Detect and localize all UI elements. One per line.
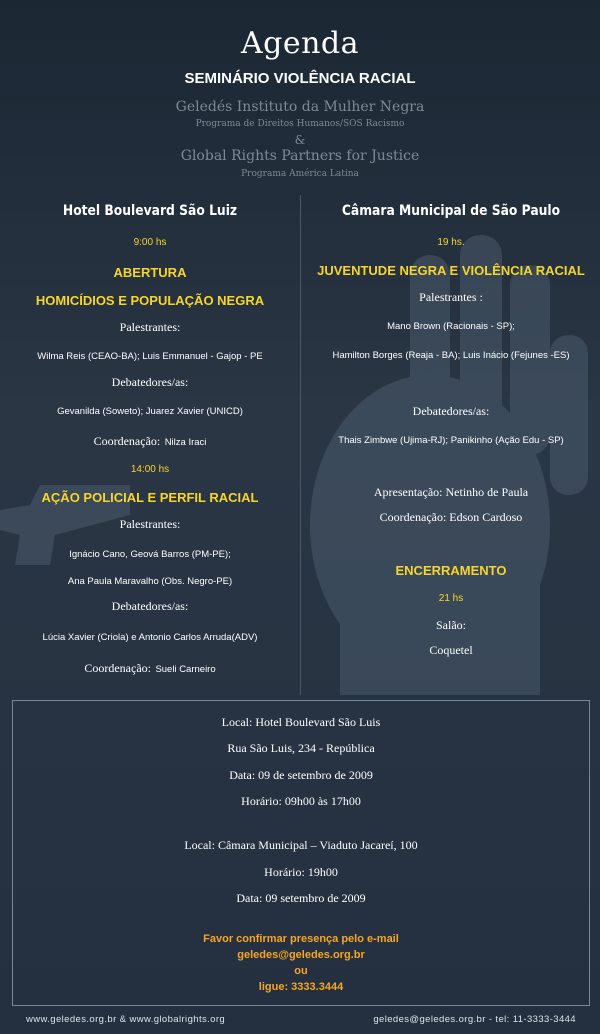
speakers-list: Ignácio Cano, Geová Barros (PM-PE); bbox=[69, 549, 231, 560]
venue-title: Câmara Municipal de São Paulo bbox=[341, 203, 561, 219]
column-divider bbox=[300, 195, 301, 695]
info-hours: Horário: 09h00 às 17h00 bbox=[241, 794, 361, 808]
coordination-label: Coordenação: bbox=[84, 661, 151, 675]
info-location-camara: Local: Câmara Municipal – Viaduto Jacareí, 100 bbox=[184, 838, 418, 852]
debaters-list: Gevanilda (Soweto); Juarez Xavier (UNICD) bbox=[57, 406, 243, 417]
speakers-list: Wilma Reis (CEAO-BA); Luis Emmanuel - Gajop - PE bbox=[37, 351, 263, 362]
coordination-label: Coordenação: bbox=[93, 434, 161, 448]
session-police-title: AÇÃO POLICIAL E PERFIL RACIAL bbox=[41, 490, 259, 505]
evening-time: 19 hs. bbox=[437, 237, 465, 248]
debaters-label: Debatedores/as: bbox=[412, 404, 490, 418]
coordinator-name: Sueli Carneiro bbox=[155, 664, 216, 675]
session-homicides-title: HOMICÍDIOS E POPULAÇÃO NEGRA bbox=[35, 293, 265, 308]
ampersand: & bbox=[294, 133, 306, 147]
speakers-label: Palestrantes: bbox=[119, 320, 181, 334]
speakers-list: Hamilton Borges (Reaja - BA); Luis Inácio (Fejunes -ES) bbox=[332, 350, 570, 361]
rsvp-email-link[interactable]: geledes@geledes.org.br bbox=[237, 949, 365, 961]
coordination-line bbox=[0, 659, 300, 677]
opening-heading: ABERTURA bbox=[113, 265, 187, 280]
rsvp-or: ou bbox=[294, 965, 308, 977]
coordination-line bbox=[0, 432, 300, 450]
debaters-list: Lúcia Xavier (Criola) e Antonio Carlos Arruda(ADV) bbox=[42, 632, 258, 643]
info-address: Rua São Luis, 234 - República bbox=[227, 741, 375, 755]
speakers-list: Mano Brown (Racionais - SP); bbox=[387, 321, 515, 332]
organizer-geledes: Geledés Instituto da Mulher Negra bbox=[175, 99, 425, 115]
page-title: Agenda bbox=[240, 26, 360, 61]
hall-label: Salão: bbox=[436, 618, 466, 632]
afternoon-time: 14:00 hs bbox=[130, 464, 170, 475]
info-location-hotel: Local: Hotel Boulevard São Luis bbox=[221, 715, 381, 729]
cocktail-label: Coquetel bbox=[429, 643, 473, 657]
right-column-camara bbox=[302, 195, 600, 695]
rsvp-phone: ligue: 3333.3444 bbox=[258, 981, 344, 993]
closing-time: 21 hs bbox=[438, 593, 464, 604]
speakers-list: Ana Paula Maravalho (Obs. Negro-PE) bbox=[67, 576, 233, 587]
debaters-list: Thais Zimbwe (Ujima-RJ); Panikinho (Ação Edu - SP) bbox=[338, 435, 564, 446]
seminar-title: SEMINÁRIO VIOLÊNCIA RACIAL bbox=[184, 70, 416, 87]
info-date: Data: 09 de setembro de 2009 bbox=[229, 768, 373, 782]
left-column-hotel bbox=[0, 195, 300, 695]
organizer-global-rights: Global Rights Partners for Justice bbox=[180, 148, 420, 164]
speakers-label: Palestrantes : bbox=[419, 290, 483, 304]
morning-time: 9:00 hs bbox=[133, 237, 167, 248]
event-info-box bbox=[12, 700, 590, 1006]
footer-contact[interactable]: geledes@geledes.org.br - tel: 11-3333-3444 bbox=[373, 1014, 576, 1025]
rsvp-text: Favor confirmar presença pelo e-mail bbox=[203, 933, 399, 945]
coordinator-name: Nilza Iraci bbox=[164, 437, 207, 448]
info-date-evening: Data: 09 setembro de 2009 bbox=[236, 891, 366, 905]
speakers-label: Palestrantes: bbox=[119, 517, 181, 531]
coordination-line: Coordenação: Edson Cardoso bbox=[379, 510, 523, 524]
debaters-label: Debatedores/as: bbox=[111, 599, 189, 613]
venue-title: Hotel Boulevard São Luiz bbox=[62, 203, 238, 219]
organizer-geledes-program: Programa de Direitos Humanos/SOS Racismo bbox=[195, 119, 405, 129]
info-hours-evening: Horário: 19h00 bbox=[264, 865, 338, 879]
organizer-global-rights-program: Programa América Latina bbox=[241, 169, 359, 179]
presentation-line: Apresentação: Netinho de Paula bbox=[373, 485, 529, 499]
session-youth-title: JUVENTUDE NEGRA E VIOLÊNCIA RACIAL bbox=[317, 263, 585, 278]
closing-heading: ENCERRAMENTO bbox=[395, 563, 507, 578]
debaters-label: Debatedores/as: bbox=[111, 375, 189, 389]
footer-websites-link[interactable]: www.geledes.org.br & www.globalrights.org bbox=[26, 1014, 226, 1025]
